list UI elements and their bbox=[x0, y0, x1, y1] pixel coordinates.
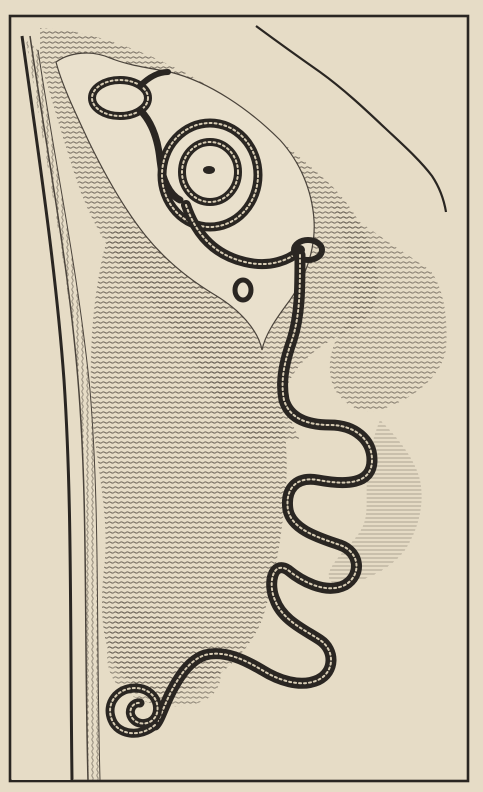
oval-center-dot bbox=[203, 166, 215, 174]
